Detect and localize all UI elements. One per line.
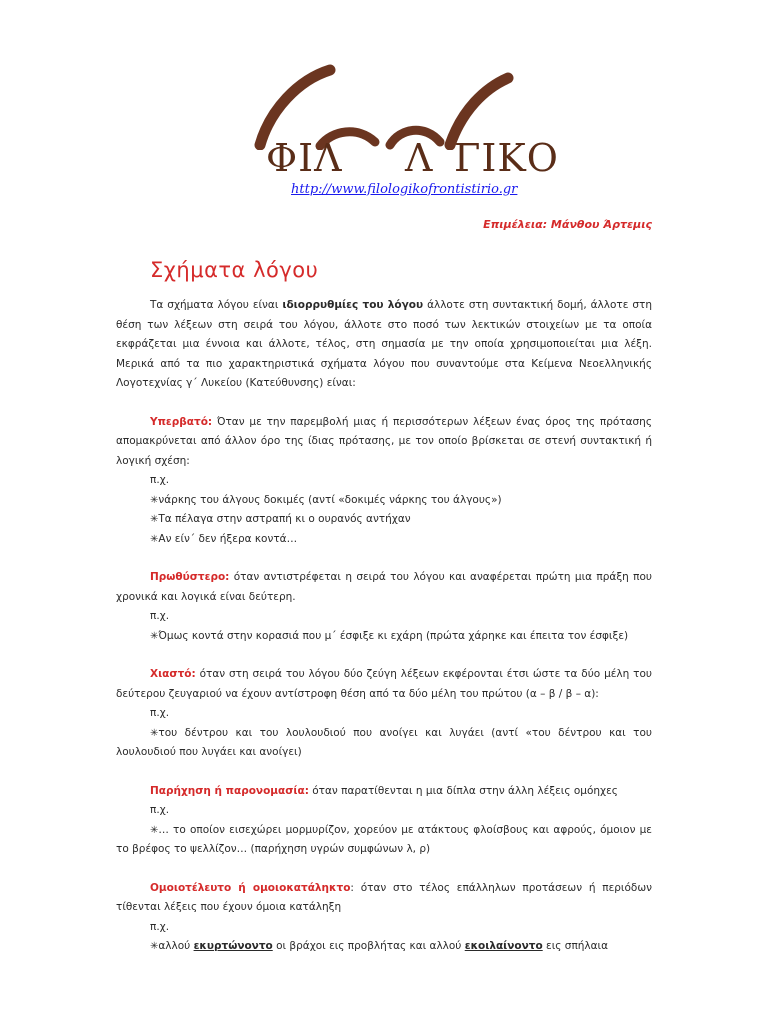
example-item: ✳… το οποίον εισεχώρει μορμυρίζον, χορεύον με ατάκτους φλοίσβους και αφρούς, όμοιον με το βρέφος το ψελλίζον… (παρήχηση υγρών συμφώνων λ, ρ) [116,823,652,855]
page-title: Σχήματα λόγου [150,258,319,282]
example-item: ✳νάρκης του άλγους δοκιμές (αντί «δοκιμές νάρκης του άλγους») [150,493,502,506]
example-item: ✳αλλού εκυρτώνοντο οι βράχοι εις προβλήτας και αλλού εκοιλαίνοντο εις σπήλαια [150,940,609,952]
example-label: π.χ. [150,804,170,816]
section-hyperbaton: Υπερβατό: Όταν με την παρεμβολή μιας ή περισσότερων λέξεων ένας όρος της πρότασης απομακρύνεται από άλλον όρο της ίδιας πρότασης, με τον οποίο βρίσκεται σε στενή συντακτική ή λογική σχέση: [116,415,652,467]
example-label: π.χ. [150,474,170,486]
asterisk-icon: ✳ [150,494,159,506]
logo-text-right: ΓΙΚΟ [454,136,559,180]
asterisk-icon: ✳ [150,941,159,952]
asterisk-icon: ✳ [150,824,159,836]
logo [0,0,768,200]
intro-paragraph: Τα σχήματα λόγου είναι ιδιορρυθμίες του λόγου άλλοτε στη συντακτική δομή, άλλοτε στη θέση των λέξεων στη σειρά του λόγου, άλλοτε στο ποσό των λεκτικών στοιχείων με τα οποία εκφράζεται μια έννοια και άλλοτε, τέλος, στη σημασία με την οποία χρησιμοποιείται μια λέξη. Μερικά από τα πιο χαρακτηριστικά σχήματα λόγου που συναντούμε στα Κείμενα Νεοελληνικής Λογοτεχνίας γ΄ Λυκείου (Κατεύθυνσης) είναι: [116,299,653,389]
example-label: π.χ. [150,610,170,622]
example-label: π.χ. [150,920,170,933]
intro-highlight: ιδιορρυθμίες του λόγου [282,299,424,311]
example-item: ✳του δέντρου και του λουλουδιού που ανοίγει και λυγάει (αντί «του δέντρου και του λουλουδιού που λυγάει και ανοίγει) [116,726,652,758]
example-item: ✳Αν είν΄ δεν ήξερα κοντά… [150,532,298,545]
editor-credit: Επιμέλεια: Μάνθου Άρτεμις [483,218,652,231]
logo-wordmark [0,136,768,184]
logo-text-left: ΦΙΛ [266,136,343,180]
section-hysteron-proteron: Πρωθύστερο: όταν αντιστρέφεται η σειρά του λόγου και αναφέρεται πρώτη μια πράξη που χρονικά και λογικά είναι δεύτερη. [116,571,652,603]
example-item: ✳Τα πέλαγα στην αστραπή κι ο ουρανός αντήχαν [150,513,411,525]
glasses-logo-icon [240,50,540,150]
logo-text-mid: Λ [405,136,434,180]
asterisk-icon: ✳ [150,630,159,642]
asterisk-icon: ✳ [150,514,159,525]
example-item: ✳Όμως κοντά στην κορασιά που μ΄ έσφιξε κι εχάρη (πρώτα χάρηκε και έπειτα τον έσφιξε) [150,629,629,642]
asterisk-icon: ✳ [150,533,159,545]
section-homoeoteleuton: Ομοιοτέλευτο ή ομοιοκατάληκτο: όταν στο τέλος επάλληλων προτάσεων ή περιόδων τίθενται λέξεις που έχουν όμοια κατάληξη [116,881,652,913]
section-alliteration: Παρήχηση ή παρονομασία: όταν παρατίθενται η μια δίπλα στην άλλη λέξεις ομόηχες [150,784,618,797]
example-label: π.χ. [150,707,170,719]
document-body [116,296,652,957]
section-chiasmus: Χιαστό: όταν στη σειρά του λόγου δύο ζεύγη λέξεων εκφέρονται έτσι ώστε τα δύο μέλη του δεύτερου ζευγαριού να έχουν αντίστροφη θέση από τα δύο μέλη του πρώτου (α – β / β – α): [116,668,652,700]
asterisk-icon: ✳ [150,727,159,739]
website-link[interactable]: http://www.filologikofrontistirio.gr [291,182,518,197]
